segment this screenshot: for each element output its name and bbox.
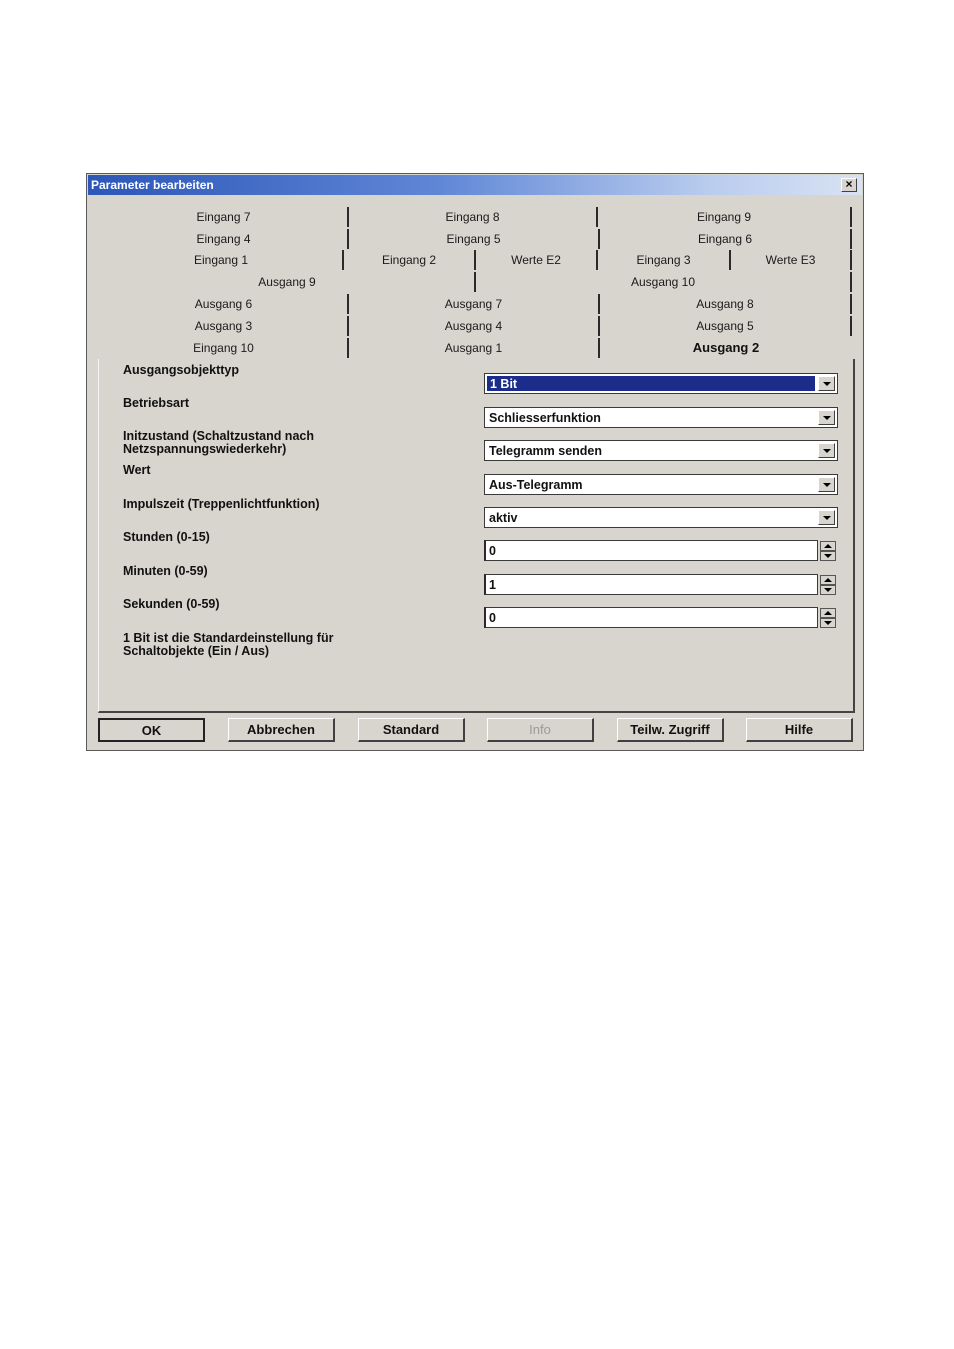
minuten-spinner xyxy=(484,574,838,595)
tab-eingang-2[interactable]: Eingang 2 xyxy=(344,250,476,270)
label-betriebsart: Betriebsart xyxy=(123,396,189,410)
tab-werte-e3[interactable]: Werte E3 xyxy=(731,250,852,270)
spin-down-icon[interactable] xyxy=(820,618,836,628)
abbrechen-button[interactable]: Abbrechen xyxy=(228,718,335,742)
spin-up-icon[interactable] xyxy=(820,575,836,585)
chevron-down-icon[interactable] xyxy=(818,443,835,458)
impulszeit-select[interactable] xyxy=(484,507,838,528)
label-initzustand-line2: Netzspannungswiederkehr) xyxy=(123,442,287,456)
stunden-spinner xyxy=(484,540,838,561)
label-minuten: Minuten (0-59) xyxy=(123,564,208,578)
title-bar[interactable] xyxy=(88,175,862,195)
info-button[interactable]: Info xyxy=(487,718,594,742)
tab-ausgang-6[interactable]: Ausgang 6 xyxy=(100,294,349,314)
chevron-down-icon[interactable] xyxy=(818,477,835,492)
label-impulszeit: Impulszeit (Treppenlichtfunktion) xyxy=(123,497,320,511)
ok-button[interactable]: OK xyxy=(98,718,205,742)
tab-eingang-6[interactable]: Eingang 6 xyxy=(600,229,852,249)
tab-eingang-5[interactable]: Eingang 5 xyxy=(349,229,600,249)
parameter-dialog xyxy=(86,173,864,751)
tab-ausgang-9[interactable]: Ausgang 9 xyxy=(100,272,476,292)
minuten-value: 1 xyxy=(489,578,496,592)
tab-eingang-9[interactable]: Eingang 9 xyxy=(598,207,852,227)
impulszeit-value: aktiv xyxy=(489,511,518,525)
tab-eingang-7[interactable]: Eingang 7 xyxy=(100,207,349,227)
spin-up-icon[interactable] xyxy=(820,608,836,618)
tab-eingang-10[interactable]: Eingang 10 xyxy=(100,338,349,358)
tab-ausgang-1[interactable]: Ausgang 1 xyxy=(349,338,600,358)
tab-ausgang-4[interactable]: Ausgang 4 xyxy=(349,316,600,336)
chevron-down-icon[interactable] xyxy=(818,510,835,525)
wert-select[interactable] xyxy=(484,474,838,495)
label-stunden: Stunden (0-15) xyxy=(123,530,210,544)
wert-value: Aus-Telegramm xyxy=(489,478,583,492)
sekunden-spin-buttons xyxy=(820,608,836,628)
chevron-down-icon[interactable] xyxy=(818,376,835,391)
tab-eingang-4[interactable]: Eingang 4 xyxy=(100,229,349,249)
label-ausgangsobjekttyp: Ausgangsobjekttyp xyxy=(123,363,239,377)
tab-ausgang-3[interactable]: Ausgang 3 xyxy=(100,316,349,336)
stunden-input[interactable] xyxy=(484,540,818,561)
tab-ausgang-2[interactable]: Ausgang 2 xyxy=(692,340,760,355)
teilw-zugriff-button[interactable]: Teilw. Zugriff xyxy=(617,718,724,742)
spin-down-icon[interactable] xyxy=(820,551,836,561)
close-button[interactable]: × xyxy=(841,178,857,192)
minuten-input[interactable] xyxy=(484,574,818,595)
info-text-line2: Schaltobjekte (Ein / Aus) xyxy=(123,644,270,658)
tab-eingang-8[interactable]: Eingang 8 xyxy=(349,207,598,227)
window-title: Parameter bearbeiten xyxy=(91,178,214,192)
tab-ausgang-5[interactable]: Ausgang 5 xyxy=(600,316,852,336)
tab-panel xyxy=(98,359,855,713)
tab-eingang-3[interactable]: Eingang 3 xyxy=(598,250,731,270)
sekunden-input[interactable] xyxy=(484,607,818,628)
tab-ausgang-10[interactable]: Ausgang 10 xyxy=(476,272,852,292)
label-sekunden: Sekunden (0-59) xyxy=(123,597,220,611)
stunden-value: 0 xyxy=(489,544,496,558)
sekunden-spinner xyxy=(484,607,838,628)
tab-eingang-1[interactable]: Eingang 1 xyxy=(100,250,344,270)
stunden-spin-buttons xyxy=(820,541,836,561)
tab-werte-e2[interactable]: Werte E2 xyxy=(476,250,598,270)
standard-button[interactable]: Standard xyxy=(358,718,465,742)
initzustand-select[interactable] xyxy=(484,440,838,461)
betriebsart-value: Schliesserfunktion xyxy=(489,411,601,425)
selection-highlight xyxy=(487,376,815,391)
initzustand-value: Telegramm senden xyxy=(489,444,603,458)
chevron-down-icon[interactable] xyxy=(818,410,835,425)
betriebsart-select[interactable] xyxy=(484,407,838,428)
spin-down-icon[interactable] xyxy=(820,585,836,595)
tab-ausgang-8[interactable]: Ausgang 8 xyxy=(600,294,852,314)
minuten-spin-buttons xyxy=(820,575,836,595)
label-initzustand-line1: Initzustand (Schaltzustand nach xyxy=(123,429,314,443)
label-wert: Wert xyxy=(123,463,151,477)
info-text-line1: 1 Bit ist die Standardeinstellung für xyxy=(123,631,334,645)
tab-ausgang-7[interactable]: Ausgang 7 xyxy=(349,294,600,314)
ausgangsobjekttyp-value: 1 Bit xyxy=(490,377,518,391)
sekunden-value: 0 xyxy=(489,611,496,625)
ausgangsobjekttyp-select[interactable] xyxy=(484,373,838,394)
hilfe-button[interactable]: Hilfe xyxy=(746,718,853,742)
spin-up-icon[interactable] xyxy=(820,541,836,551)
